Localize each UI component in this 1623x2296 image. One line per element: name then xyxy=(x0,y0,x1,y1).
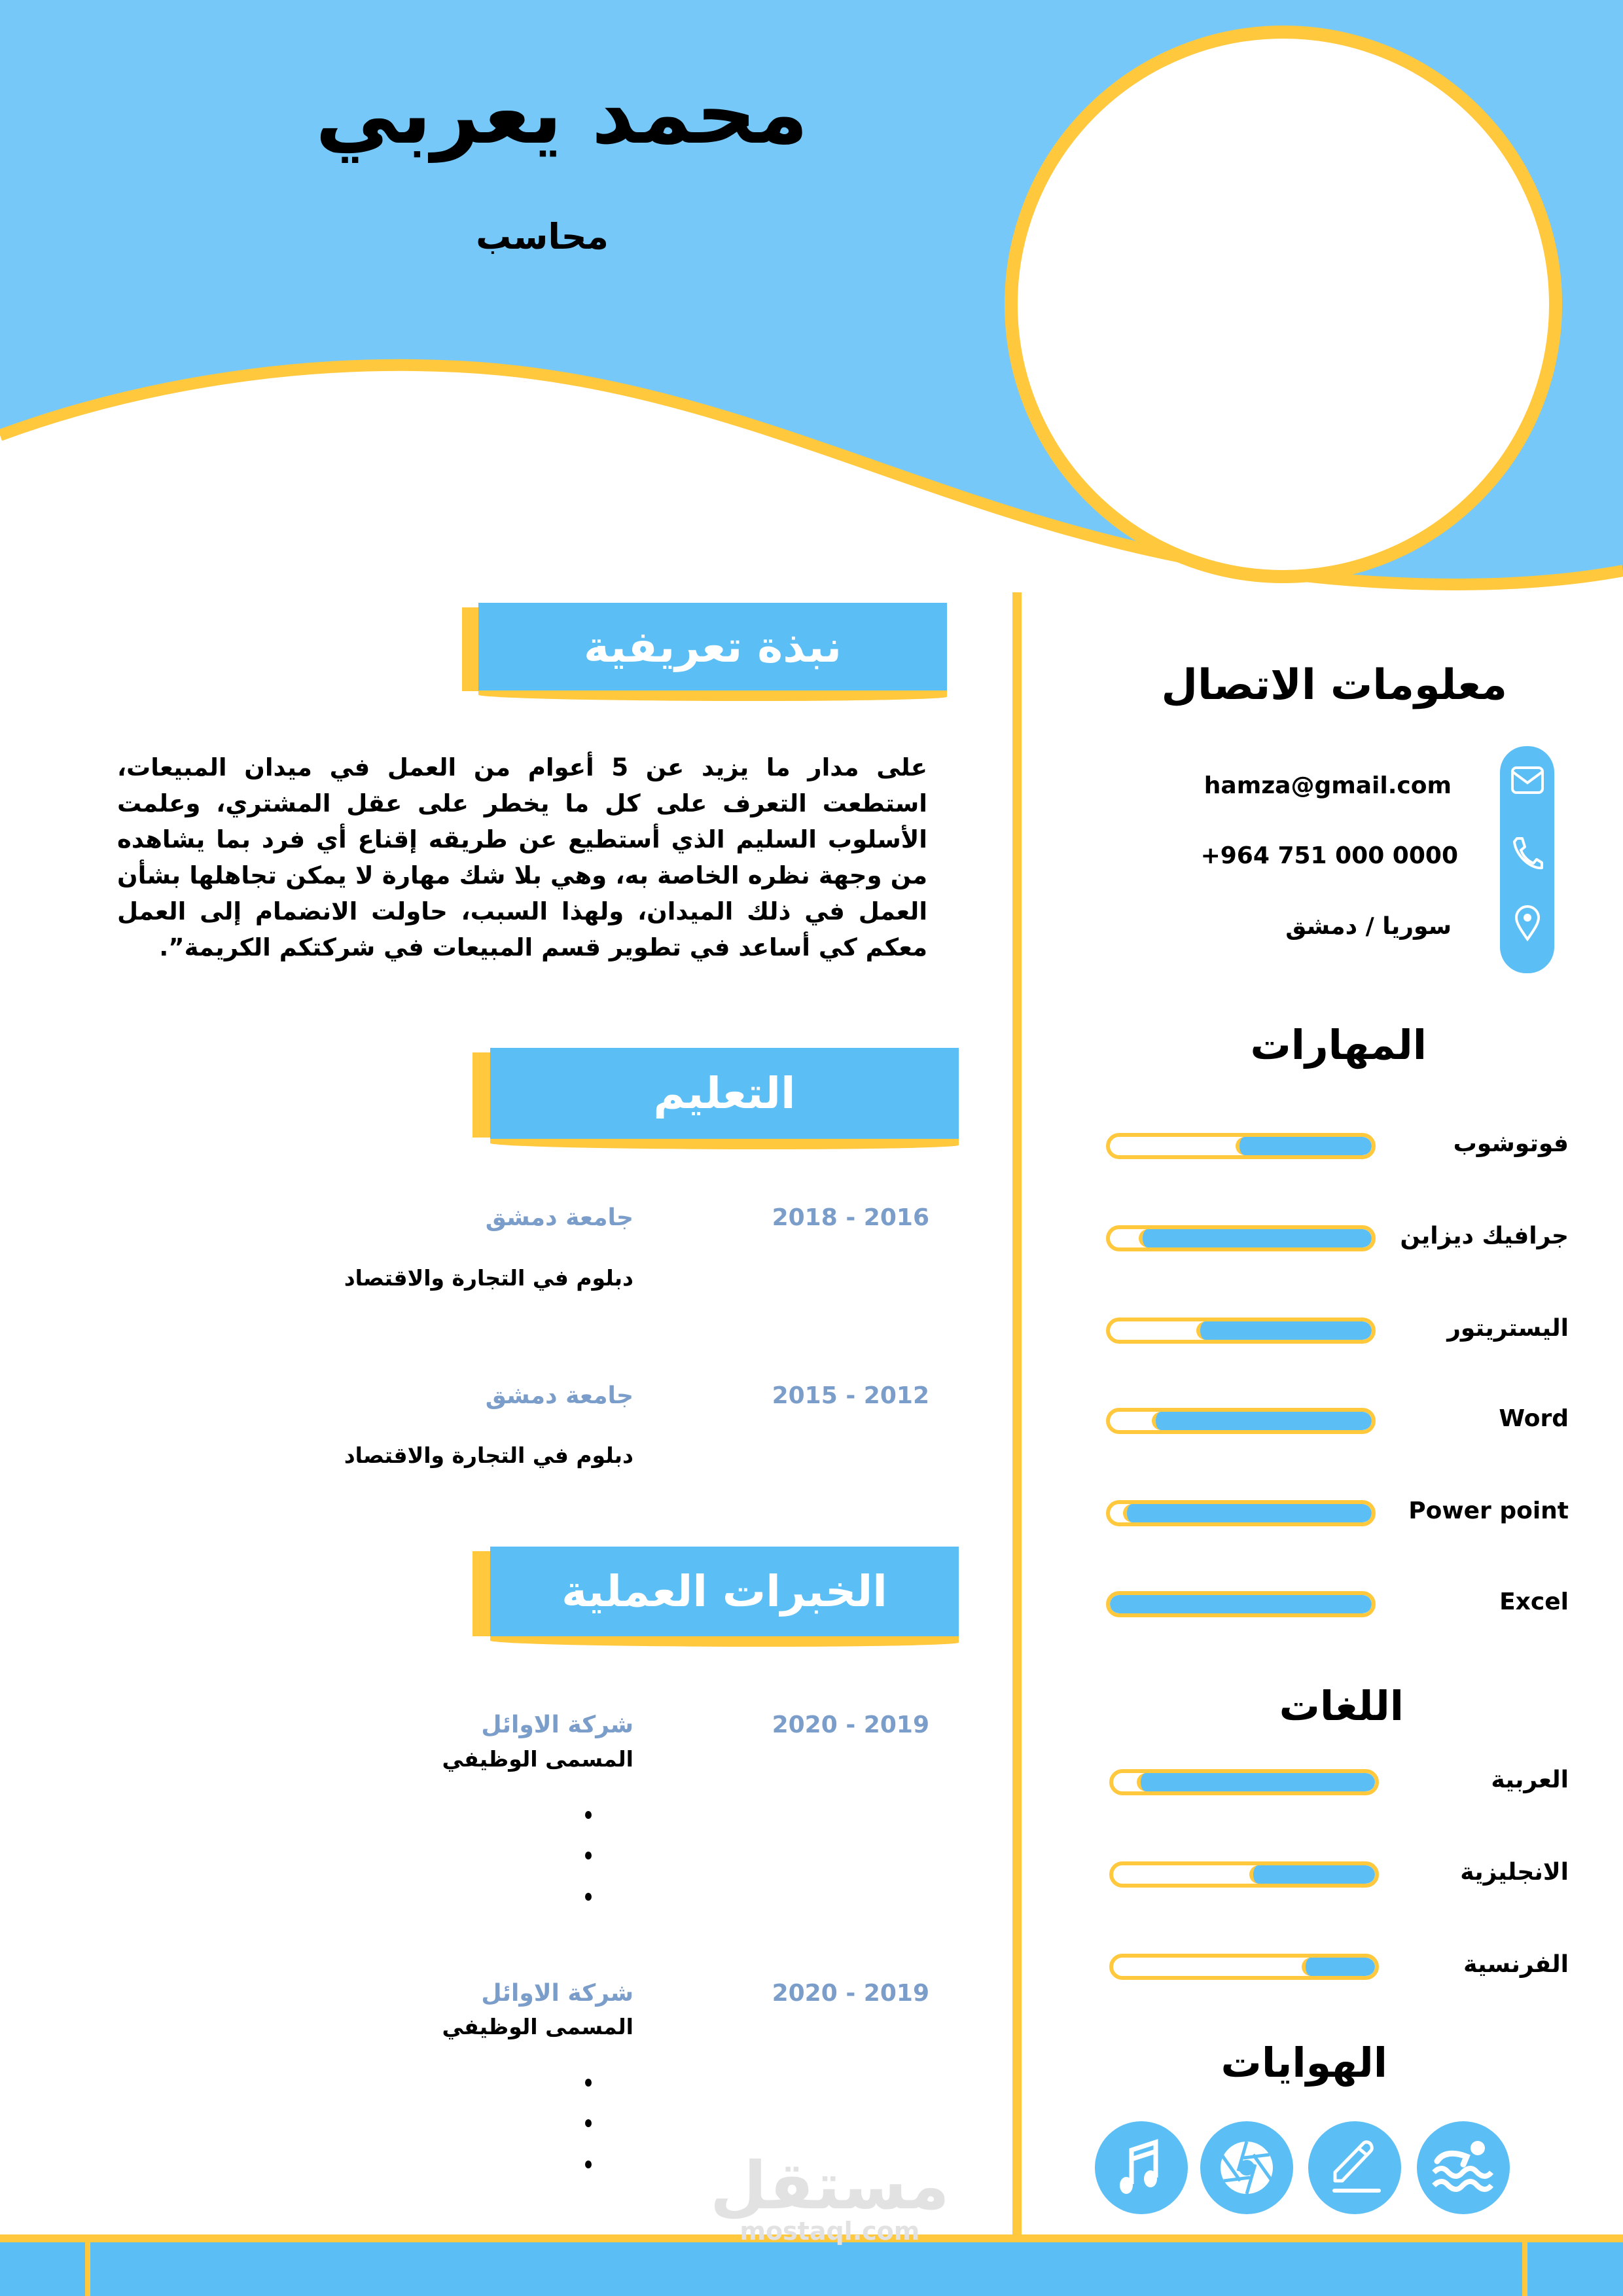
education-years: 2016 - 2018 xyxy=(772,1204,929,1231)
skill-label: Excel xyxy=(1499,1588,1569,1615)
phone-icon xyxy=(1512,836,1543,870)
section-heading-skills: المهارات xyxy=(1250,1021,1427,1069)
bullet xyxy=(585,2161,592,2168)
skill-label: اليستريتور xyxy=(1447,1315,1569,1342)
column-divider xyxy=(1012,592,1022,2242)
skill-label: جرافيك ديزاين xyxy=(1400,1223,1569,1249)
experience-role: المسمى الوظيفي xyxy=(442,2014,633,2039)
language-label: الفرنسية xyxy=(1463,1951,1569,1978)
hobby-drawing xyxy=(1308,2121,1401,2214)
experience-role: المسمى الوظيفي xyxy=(442,1746,633,1772)
pencil-icon xyxy=(1325,2138,1384,2197)
education-school: جامعة دمشق xyxy=(485,1382,633,1409)
level-fill xyxy=(1137,1773,1375,1791)
skill-level-bar xyxy=(1106,1133,1376,1159)
hobby-music xyxy=(1095,2121,1188,2214)
hobby-swimming xyxy=(1417,2121,1510,2214)
section-heading-hobbies: الهوايات xyxy=(1221,2039,1387,2087)
bullet xyxy=(585,2079,592,2087)
section-heading-profile: نبذة تعريفية xyxy=(478,603,947,691)
level-fill xyxy=(1110,1595,1372,1613)
level-fill xyxy=(1236,1137,1372,1155)
section-heading-education: التعليم xyxy=(490,1048,959,1139)
profile-text: على مدار ما يزيد عن 5 أعوام من العمل في ميدان المبيعات، استطعت التعرف على كل ما يخطر على عقل المشتري، وعلمت الأسلوب السليم الذي أستطيع عن طريقه إقناع أي فرد بما يشاهده من وجهة نظره الخاصة به، وهي بلا شك مهارة لا يمكن تجاهلها بشأن العمل في ذلك الميدان، ولهذا السبب، حاولت الانضمام إلى العمل معكم كي أساعد في تطوير قسم المبيعات في شركتكم الكريمة”. xyxy=(117,753,928,961)
contact-phone[interactable]: +964 751 000 0000 xyxy=(1200,842,1458,869)
photo-placeholder xyxy=(1011,32,1556,577)
experience-company: شركة الاوائل xyxy=(481,1712,633,1738)
skill-level-bar xyxy=(1106,1318,1376,1344)
music-icon xyxy=(1115,2138,1168,2197)
skill-level-bar xyxy=(1106,1408,1376,1434)
watermark-arabic: مستقل xyxy=(710,2147,950,2224)
contact-location: سوريا / دمشق xyxy=(1285,913,1452,940)
contact-icon-strip xyxy=(1500,746,1554,973)
footer-band xyxy=(0,2238,1623,2296)
contact-email[interactable]: hamza@gmail.com xyxy=(1204,772,1452,799)
skill-level-bar xyxy=(1106,1591,1376,1617)
section-heading-languages: اللغات xyxy=(1279,1682,1404,1730)
bullet xyxy=(585,2119,592,2127)
mail-icon xyxy=(1510,766,1544,795)
job-title: محاسب xyxy=(476,216,609,257)
education-school: جامعة دمشق xyxy=(485,1204,633,1231)
hobby-photography xyxy=(1200,2121,1293,2214)
education-degree: دبلوم في التجارة والاقتصاد xyxy=(344,1443,633,1468)
experience-years: 2019 - 2020 xyxy=(772,1712,929,1738)
language-label: الانجليزية xyxy=(1460,1859,1569,1886)
skill-level-bar xyxy=(1106,1500,1376,1526)
skill-level-bar xyxy=(1106,1225,1376,1251)
experience-company: شركة الاوائل xyxy=(481,1980,633,2007)
language-level-bar xyxy=(1109,1954,1379,1980)
skill-label: فوتوشوب xyxy=(1453,1130,1569,1157)
language-level-bar xyxy=(1109,1769,1379,1795)
language-level-bar xyxy=(1109,1861,1379,1888)
education-years: 2012 - 2015 xyxy=(772,1382,929,1409)
level-fill xyxy=(1249,1865,1375,1884)
skill-label: Power point xyxy=(1408,1498,1569,1524)
watermark xyxy=(710,2147,950,2246)
level-fill xyxy=(1123,1504,1372,1522)
watermark-latin: mostaql.com xyxy=(740,2217,920,2246)
level-fill xyxy=(1302,1958,1375,1976)
person-name: محمد يعربي xyxy=(315,65,808,163)
location-pin-icon xyxy=(1514,905,1541,941)
education-degree: دبلوم في التجارة والاقتصاد xyxy=(344,1265,633,1291)
bullet xyxy=(585,1811,592,1819)
section-heading-contact: معلومات الاتصال xyxy=(1161,661,1507,709)
level-fill xyxy=(1139,1229,1372,1247)
level-fill xyxy=(1196,1321,1372,1340)
section-heading-experience: الخبرات العملية xyxy=(490,1547,959,1636)
swimming-icon xyxy=(1431,2138,1496,2197)
experience-years: 2019 - 2020 xyxy=(772,1980,929,2007)
level-fill xyxy=(1152,1412,1372,1430)
bullet xyxy=(585,1852,592,1859)
bullet xyxy=(585,1893,592,1901)
language-label: العربية xyxy=(1491,1767,1569,1793)
camera-aperture-icon xyxy=(1217,2135,1276,2200)
skill-label: Word xyxy=(1499,1405,1569,1432)
